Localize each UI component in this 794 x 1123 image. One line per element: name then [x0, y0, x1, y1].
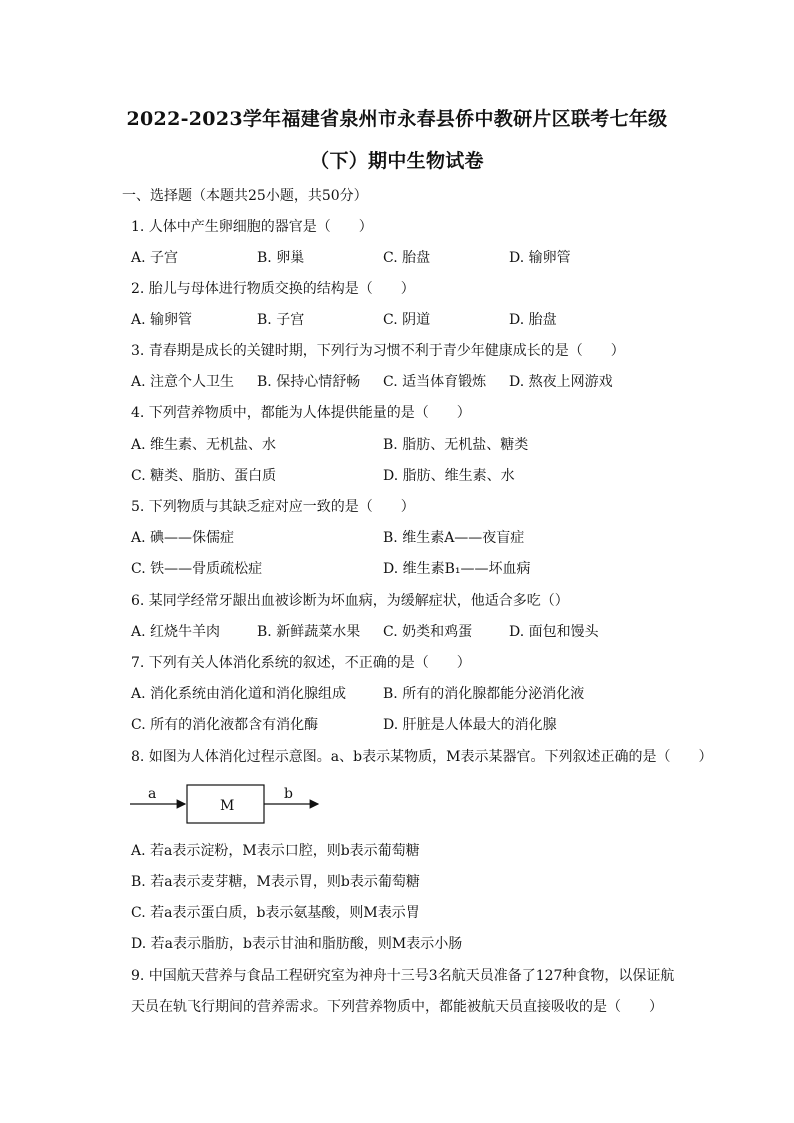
option-a: A. 若a表示淀粉，M表示口腔，则b表示葡萄糖	[131, 843, 420, 859]
question-stem-continued: 天员在轨飞行期间的营养需求。下列营养物质中，都能被航天员直接吸收的是（ ）	[131, 999, 663, 1015]
question-stem: 6. 某同学经常牙龈出血被诊断为坏血病，为缓解症状，他适合多吃（）	[131, 593, 569, 609]
question-stem: 3. 青春期是成长的关键时期，下列行为习惯不利于青少年健康成长的是（ ）	[131, 343, 625, 359]
option-d: D. 输卵管	[509, 250, 571, 266]
label-m: M	[220, 798, 235, 814]
option-c: C. 适当体育锻炼	[383, 374, 487, 390]
option-b: B. 保持心情舒畅	[257, 374, 361, 390]
option-c: C. 若a表示蛋白质，b表示氨基酸，则M表示胃	[131, 905, 420, 921]
option-a: A. 红烧牛羊肉	[131, 624, 221, 640]
option-a: A. 维生素、无机盐、水	[131, 437, 277, 453]
option-d: D. 胎盘	[509, 312, 557, 328]
option-b: B. 新鲜蔬菜水果	[257, 624, 361, 640]
option-a: A. 消化系统由消化道和消化腺组成	[131, 686, 347, 702]
question-stem: 2. 胎儿与母体进行物质交换的结构是（ ）	[131, 281, 415, 297]
option-a: A. 输卵管	[131, 312, 193, 328]
option-d: D. 面包和馒头	[509, 624, 599, 640]
option-c: C. 胎盘	[383, 250, 431, 266]
option-d: D. 维生素B₁——坏血病	[383, 561, 531, 577]
question-stem: 8. 如图为人体消化过程示意图。a、b表示某物质，M表示某器官。下列叙述正确的是（ ）	[131, 749, 713, 765]
option-c: C. 阴道	[383, 312, 431, 328]
option-d: D. 肝脏是人体最大的消化腺	[383, 717, 557, 733]
option-c: C. 糖类、脂肪、蛋白质	[131, 468, 277, 484]
option-d: D. 熬夜上网游戏	[509, 374, 613, 390]
question-stem: 5. 下列物质与其缺乏症对应一致的是（ ）	[131, 499, 415, 515]
option-b: B. 若a表示麦芽糖，M表示胃，则b表示葡萄糖	[131, 874, 420, 890]
option-c: C. 奶类和鸡蛋	[383, 624, 473, 640]
question-stem: 4. 下列营养物质中，都能为人体提供能量的是（ ）	[131, 405, 471, 421]
option-a: A. 子宫	[131, 250, 179, 266]
option-c: C. 铁——骨质疏松症	[131, 561, 263, 577]
exam-title-line2: （下）期中生物试卷	[310, 150, 484, 172]
option-a: A. 注意个人卫生	[131, 374, 235, 390]
option-d: D. 脂肪、维生素、水	[383, 468, 515, 484]
option-d: D. 若a表示脂肪，b表示甘油和脂肪酸，则M表示小肠	[131, 936, 463, 952]
option-b: B. 脂肪、无机盐、糖类	[383, 437, 529, 453]
question-stem: 1. 人体中产生卵细胞的器官是（ ）	[131, 219, 373, 235]
section-heading: 一、选择题（本题共25小题，共50分）	[122, 188, 368, 204]
option-b: B. 子宫	[257, 312, 305, 328]
label-a: a	[148, 786, 157, 802]
label-b: b	[284, 786, 293, 802]
option-b: B. 所有的消化腺都能分泌消化液	[383, 686, 585, 702]
exam-title-line1: 2022-2023学年福建省泉州市永春县侨中教研片区联考七年级	[126, 108, 668, 130]
option-b: B. 维生素A——夜盲症	[383, 530, 525, 546]
option-a: A. 碘——侏儒症	[131, 530, 235, 546]
digestion-process-diagram	[130, 781, 330, 827]
option-c: C. 所有的消化液都含有消化酶	[131, 717, 319, 733]
option-b: B. 卵巢	[257, 250, 305, 266]
question-stem: 7. 下列有关人体消化系统的叙述，不正确的是（ ）	[131, 655, 471, 671]
question-stem: 9. 中国航天营养与食品工程研究室为神舟十三号3名航天员准备了127种食物，以保证航	[131, 968, 675, 984]
